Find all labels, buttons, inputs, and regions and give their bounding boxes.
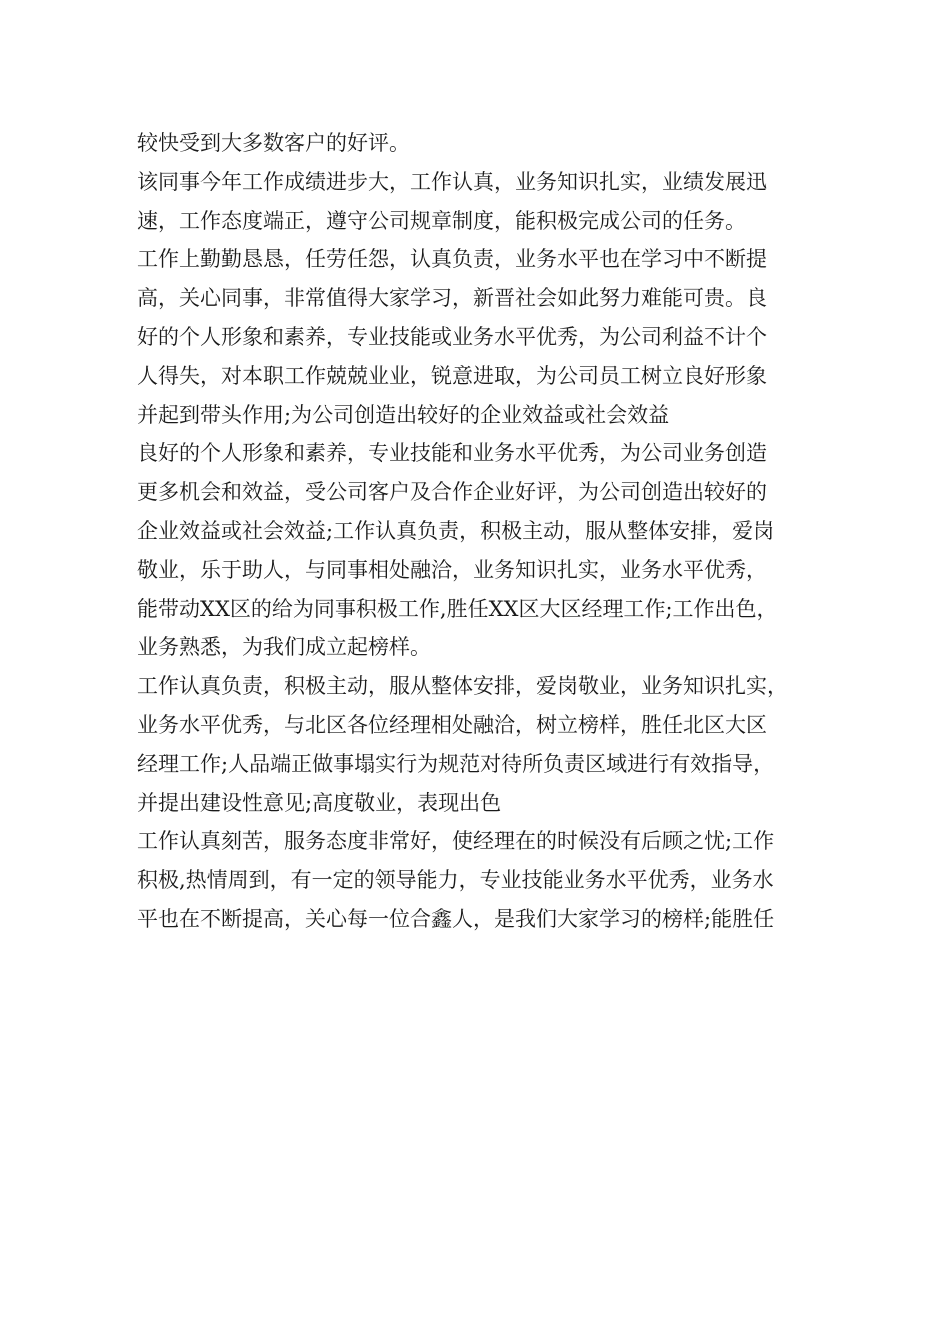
text-line: 工作认真负责，积极主动，服从整体安排，爱岗敬业，业务知识扎实， [137,674,788,699]
text-line: 业务熟悉，为我们成立起榜样。 [137,635,431,660]
text-line: 企业效益或社会效益;工作认真负责，积极主动，服从整体安排，爱岗 [137,518,775,543]
text-line: 并提出建设性意见;高度敬业，表现出色 [137,790,502,815]
text-line: 该同事今年工作成绩进步大，工作认真，业务知识扎实，业绩发展迅 [137,169,767,194]
text-line: 敬业，乐于助人，与同事相处融洽，业务知识扎实，业务水平优秀， [137,557,767,582]
text-line: 工作上勤勤恳恳，任劳任怨，认真负责，业务水平也在学习中不断提 [137,247,767,272]
text-line: 并起到带头作用;为公司创造出较好的企业效益或社会效益 [137,402,670,427]
text-line: 好的个人形象和素养，专业技能或业务水平优秀，为公司利益不计个 [137,324,767,349]
text-line: 积极,热情周到，有一定的领导能力，专业技能业务水平优秀，业务水 [137,868,774,893]
text-line: 良好的个人形象和素养，专业技能和业务水平优秀，为公司业务创造 [137,441,767,466]
text-line: 工作认真刻苦，服务态度非常好，使经理在的时候没有后顾之忧;工作 [137,829,775,854]
text-line: 更多机会和效益，受公司客户及合作企业好评，为公司创造出较好的 [137,480,767,505]
text-line: 能带动XX区的给为同事积极工作,胜任XX区大区经理工作;工作出色， [137,596,778,621]
text-line: 平也在不断提高，关心每一位合鑫人，是我们大家学习的榜样;能胜任 [137,906,775,931]
text-line: 人得失，对本职工作兢兢业业，锐意进取，为公司员工树立良好形象 [137,363,767,388]
text-line: 速，工作态度端正，遵守公司规章制度，能积极完成公司的任务。 [137,208,746,233]
text-line: 较快受到大多数客户的好评。 [137,131,410,155]
document-body [137,124,827,939]
text-line: 高，关心同事，非常值得大家学习，新晋社会如此努力难能可贵。良 [137,286,767,311]
text-line: 经理工作;人品端正做事塌实行为规范对待所负责区域进行有效指导， [137,751,775,776]
text-line: 业务水平优秀，与北区各位经理相处融洽，树立榜样，胜任北区大区 [137,712,767,737]
